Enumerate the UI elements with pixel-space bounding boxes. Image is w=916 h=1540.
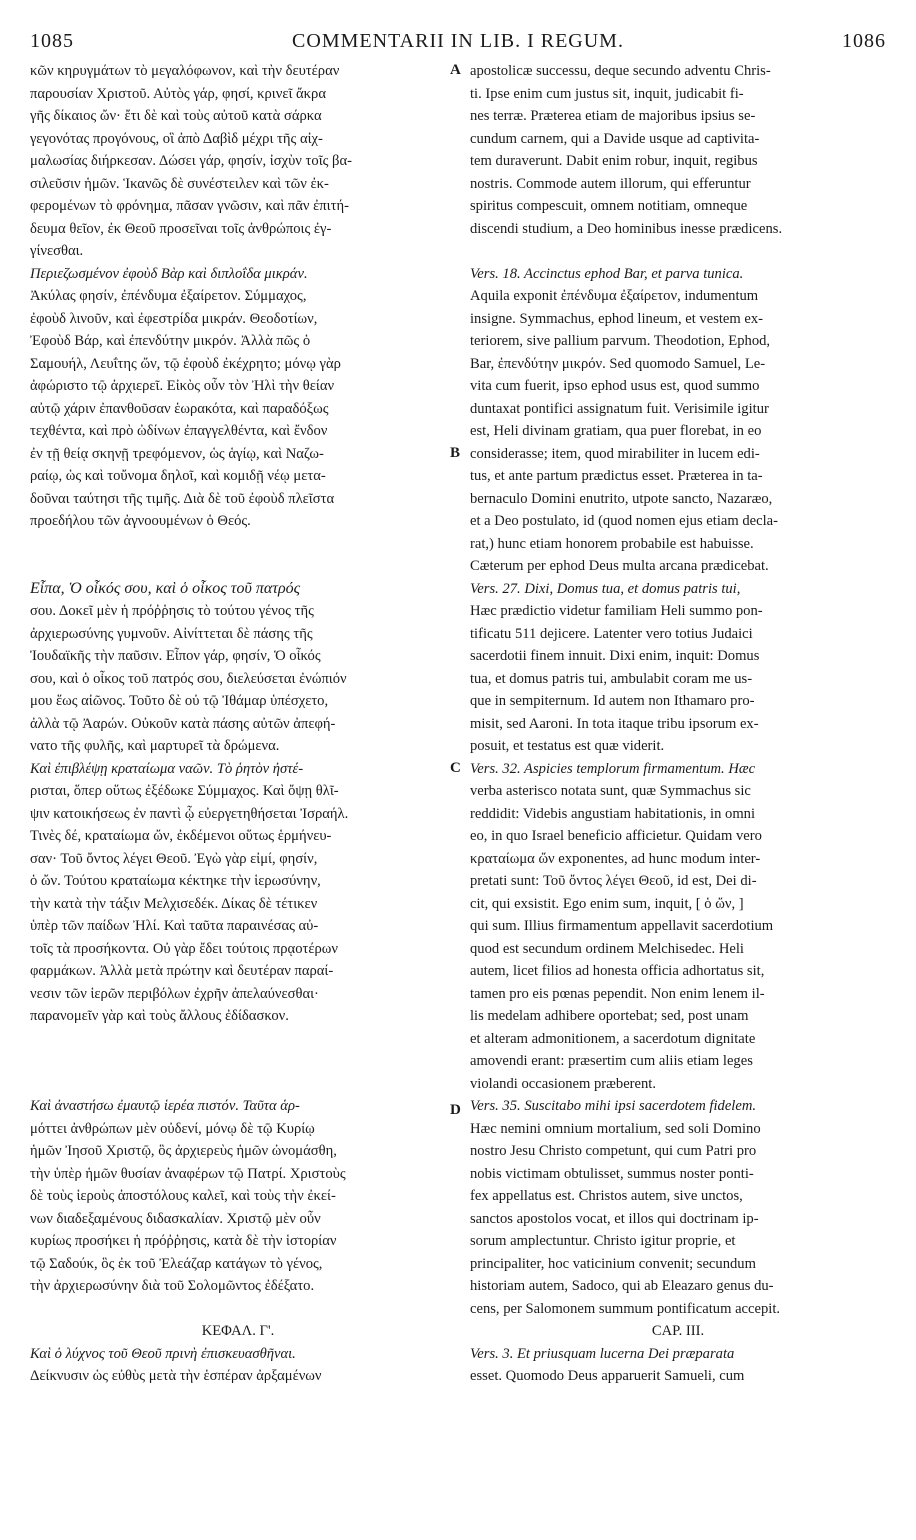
greek-line: τὴν κατὰ τὴν τάξιν Μελχισεδέκ. Δίκας δὲ τέτικεν (30, 895, 318, 912)
latin-line: nostris. Commode autem illorum, qui efferuntur (470, 175, 751, 192)
latin-line: bernaculo Domini enutrito, utpote sancto, Nazaræo, (470, 490, 773, 507)
greek-lemma: Εἶπα, Ὁ οἶκός σου, καὶ ὁ οἶκος τοῦ πατρός (30, 579, 301, 597)
latin-line: reddidit: Videbis angustiam habitationis, in omni (470, 805, 756, 822)
latin-line: est, Heli divinam gratiam, qua puer florebat, in eo (470, 423, 762, 439)
latin-line: violandi occasionem præberent. (470, 1075, 657, 1092)
latin-line: κραταίωμα ὤν exponentes, ad hunc modum inter- (470, 850, 761, 867)
latin-line: amovendi erant: præsertim cum aliis etiam leges (470, 1053, 753, 1069)
latin-line: historiam autem, Sadoco, qui ab Eleazaro genus du- (470, 1278, 774, 1294)
latin-line: eo, in quo Israel beneficio afficietur. Quidam vero (470, 828, 762, 844)
latin-line: que in sempiternum. Id autem non Ithamaro pro- (470, 693, 755, 709)
greek-line: κῶν κηρυγμάτων τὸ μεγαλόφωνον, καὶ τὴν δευτέραν (30, 63, 340, 79)
latin-line: pretati sunt: Τοῦ ὄντος λέγει Θεοῦ, id est, Dei di- (470, 873, 757, 889)
margin-letter-c: C (450, 760, 461, 776)
greek-line: ρισται, ὅπερ οὕτως ἐξέδωκε Σύμμαχος. Καὶ ὄψῃ θλῖ- (30, 783, 339, 799)
latin-line: qui sum. Illius firmamentum appellavit sacerdotium (470, 918, 774, 934)
greek-line: τῷ Σαδούκ, ὃς ἐκ τοῦ Ἐλεάζαρ κατάγων τὸ γένος, (30, 1255, 323, 1272)
latin-line: nostro Jesu Christo competunt, qui cum Patri pro (470, 1143, 757, 1159)
latin-line: tificatu 511 dejicere. Latenter vero totius Judaici (470, 625, 753, 642)
greek-line: φαρμάκων. Ἀλλὰ μετὰ πρώτην καὶ δευτέραν παραί- (30, 963, 334, 979)
greek-line: γεγονότας προγόνους, οἳ ἀπὸ Δαβὶδ μέχρι τῆς αἰχ- (30, 130, 323, 147)
greek-column (30, 60, 446, 1388)
latin-line: tem duraverunt. Dabit enim robur, inquit, regibus (470, 153, 758, 169)
spacer (30, 533, 446, 578)
greek-line: σου. Δοκεῖ μὲν ἡ πρόῤῥησις τὸ τούτου γένος τῆς (30, 603, 314, 619)
latin-line: et alteram admonitionem, a sacerdotum dignitate (470, 1030, 756, 1047)
latin-column (470, 60, 886, 1388)
greek-lemma: Καὶ ἀναστήσω ἐμαυτῷ ἱερέα πιστόν. Ταῦτα ἁρ- (30, 1098, 300, 1114)
greek-line: παρανομεῖν γὰρ καὶ τοὺς ἄλλους ἐδίδασκον. (30, 1008, 289, 1024)
greek-line: γῆς δίκαιος ὤν· ἔτι δὲ καὶ τοὺς αὐτοῦ κατὰ σάρκα (30, 108, 322, 124)
greek-lemma: Περιεζωσμένον ἐφοὺδ Βὰρ καὶ διπλοΐδα μικράν. (30, 265, 308, 282)
greek-line: ψιν κατοικήσεως ἐν παντὶ ᾧ εὐεργετηθήσεται Ἰσραήλ. (30, 805, 349, 822)
greek-line: ἀλλὰ τῷ Ἀαρών. Οὐκοῦν κατὰ πάσης αὐτῶν ἀπεφή- (30, 715, 336, 732)
greek-line: Δείκνυσιν ὡς εὐθὺς μετὰ τὴν ἑσπέραν ἀρξαμένων (30, 1368, 322, 1384)
spacer (30, 1298, 446, 1321)
latin-line: quod est secundum ordinem Melchisedec. Heli (470, 940, 744, 957)
latin-line: Hæc prædictio videtur familiam Heli summo pon- (470, 603, 763, 619)
latin-line: Bar, ἐπενδύτην μικρόν. Sed quomodo Samuel, Le- (470, 355, 766, 372)
greek-line: μαλωσίας διήρκεσαν. Δώσει γάρ, φησίν, ἰσχὺν τοῖς βα- (30, 153, 352, 169)
latin-line: et a Deo postulato, id (quod nomen ejus etiam decla- (470, 513, 779, 529)
latin-line: cundum carnem, qui a Davide usque ad captivita- (470, 130, 760, 147)
latin-line: sacerdotii finem innuit. Dixi enim, inquit: Domus (470, 648, 760, 664)
page-number-right: 1086 (842, 30, 886, 52)
latin-line: teriorem, sive pallium parvum. Theodotion, Ephod, (470, 333, 771, 349)
greek-line: αὐτῷ χάριν ἐπανθοῦσαν ἑωρακότα, καὶ παραδόξως (30, 400, 329, 417)
spacer (470, 240, 886, 263)
latin-line: insigne. Symmachus, ephod lineum, et vestem ex- (470, 310, 764, 327)
greek-line: σαν· Τοῦ ὄντος λέγει Θεοῦ. Ἐγὼ γὰρ εἰμί, φησίν, (30, 850, 318, 867)
page-header (30, 30, 886, 54)
greek-line: φερομένων τὸ φρόνημα, πᾶσαν γνῶσιν, καὶ πᾶν ἐπιτή- (30, 198, 349, 214)
latin-line: duntaxat pontifici assignatum fuit. Verisimile igitur (470, 400, 769, 417)
latin-line: posuit, et testatus est quæ viderit. (470, 738, 665, 754)
latin-line: tua, et domus patris tui, ambulabit coram me us- (470, 670, 753, 687)
latin-line: considerasse; item, quod mirabiliter in lucem edi- (470, 445, 760, 462)
margin-letter-d: D (450, 1102, 461, 1118)
latin-line: autem, licet filios ad honesta officia adhortatus sit, (470, 963, 765, 979)
latin-line: ti. Ipse enim cum justus sit, inquit, judicabit fi- (470, 85, 744, 102)
greek-line: νατο τῆς φυλῆς, καὶ μαρτυρεῖ τὰ δρώμενα. (30, 738, 280, 754)
chapter-heading-greek: ΚΕΦΑΛ. Γ'. (201, 1323, 275, 1339)
page-number-left: 1085 (30, 30, 74, 52)
latin-lemma: Vers. 18. Accinctus ephod Bar, et parva tunica. (470, 265, 744, 282)
greek-line: ἀφώριστο τῷ ἀρχιερεῖ. Εἰκὸς οὖν τὸν Ἠλὶ τὴν θείαν (30, 378, 335, 394)
greek-line: προεδήλου τῶν ἀγνοουμένων ὁ Θεός. (30, 513, 251, 529)
latin-line: verba asterisco notata sunt, quæ Symmachus sic (470, 783, 751, 799)
margin-letter-b: B (450, 445, 461, 461)
latin-lemma: Vers. 3. Et priusquam lucerna Dei præparata (470, 1345, 735, 1362)
greek-line: τὴν ὑπὲρ ἡμῶν θυσίαν ἀναφέρων τῷ Πατρί. Χριστοὺς (30, 1165, 346, 1182)
greek-line: σου, καὶ ὁ οἶκος τοῦ πατρός σου, διελεύσεται ἐνώπιόν (30, 670, 347, 687)
latin-lemma: Vers. 27. Dixi, Domus tua, et domus patris tui, (470, 580, 741, 597)
latin-line: discendi studium, a Deo hominibus inesse prædicens. (470, 220, 783, 237)
greek-line: νεσιν τῶν ἱερῶν περιβόλων ἐχρῆν ἀπελαύνεσθαι· (30, 985, 319, 1002)
running-title: COMMENTARII IN LIB. I REGUM. (292, 30, 624, 52)
latin-lemma: Vers. 32. Aspicies templorum firmamentum. Hæc (470, 760, 756, 777)
latin-line: principaliter, hoc vaticinium convenit; secundum (470, 1255, 756, 1272)
greek-line: ραίῳ, ὡς καὶ τοὔνομα δηλοῖ, καὶ κομιδῇ νέῳ μετα- (30, 468, 326, 484)
latin-line: misit, sed Aaroni. In tota itaque tribu ipsorum ex- (470, 715, 759, 732)
greek-line: κυρίως προσήκει ἡ πρόῤῥησις, κατὰ δὲ τὴν ἱστορίαν (30, 1233, 337, 1249)
greek-line: τεχθέντα, καὶ πρὸ ὠδίνων ἐπαγγελθέντα, καὶ ἔνδον (30, 423, 328, 439)
latin-line: sanctos apostolos vocat, et illos qui doctrinam ip- (470, 1210, 759, 1227)
greek-line: Ἀκύλας φησίν, ἐπένδυμα ἐξαίρετον. Σύμμαχος, (30, 288, 307, 304)
greek-line: Σαμουήλ, Λευΐτης ὤν, τῷ ἐφοὺδ ἐκέχρητο; μόνῳ γὰρ (30, 355, 341, 372)
chapter-heading-latin: CAP. III. (651, 1323, 705, 1339)
spacer (30, 1028, 446, 1073)
greek-line: τοῖς τὰ προσήκοντα. Οὐ γὰρ ἔδει τούτοις πρᾳοτέρων (30, 940, 338, 957)
latin-line: sorum amplectuntur. Christo igitur proprie, et (470, 1233, 736, 1249)
greek-line: Ἰουδαϊκῆς τὴν παῦσιν. Εἶπον γάρ, φησίν, Ὁ οἶκός (30, 648, 321, 664)
greek-line: ἐφοὺδ λινοῦν, καὶ ἐφεστρίδα μικράν. Θεοδοτίων, (30, 310, 318, 327)
latin-line: apostolicæ successu, deque secundo adventu Chris- (470, 63, 771, 79)
latin-line: cit, qui exsistit. Ego enim sum, inquit, [ ὁ ὤν, ] (470, 895, 744, 912)
greek-line: ὑπὲρ τῶν παίδων Ἠλί. Καὶ ταῦτα παραινέσας αὐ- (30, 918, 319, 934)
greek-line: μόττει ἀνθρώπων μὲν οὐδενί, μόνῳ δὲ τῷ Κυρίῳ (30, 1120, 315, 1137)
latin-line: lis medelam adhibere oportebat; sed, post unam (470, 1008, 749, 1024)
latin-line: nobis victimam obtulisset, summus noster ponti- (470, 1165, 754, 1182)
greek-line: Τινὲς δέ, κραταίωμα ὤν, ἐκδέμενοι οὕτως ἑρμήνευ- (30, 828, 332, 844)
latin-line: rat,) hunc etiam honorem probabile est habuisse. (470, 535, 754, 552)
latin-line: esset. Quomodo Deus apparuerit Samueli, cum (470, 1368, 745, 1384)
greek-lemma: Καὶ ἐπιβλέψῃ κραταίωμα ναῶν. Τὸ ῥητὸν ἠστέ- (30, 760, 304, 777)
latin-line: tamen pro eis pœnas pependit. Non enim lenem il- (470, 985, 765, 1002)
latin-line: Cæterum per ephod Deus multa arcana prædicebat. (470, 558, 769, 574)
margin-letter-a: A (450, 62, 461, 78)
greek-line: μου ἕως αἰῶνος. Τοῦτο δὲ οὐ τῷ Ἰθάμαρ ὑπέσχετο, (30, 693, 329, 709)
greek-line: Ἐφοὺδ Βάρ, καὶ ἐπενδύτην μικρόν. Ἀλλὰ πῶς ὁ (30, 333, 311, 349)
greek-line: σιλεῦσιν ἡμῶν. Ἱκανῶς δὲ συνέστειλεν καὶ τῶν ἐκ- (30, 175, 329, 192)
latin-line: cens, per Salomonem summum pontificatum accepit. (470, 1300, 781, 1317)
greek-line: τὴν ἀρχιερωσύνην διὰ τοῦ Σολομῶντος ἐδέξατο. (30, 1278, 315, 1294)
greek-line: ἀρχιερωσύνης γυμνοῦν. Αἰνίττεται δὲ πάσης τῆς (30, 625, 313, 642)
latin-lemma: Vers. 35. Suscitabo mihi ipsi sacerdotem fidelem. (470, 1098, 757, 1114)
latin-line: Aquila exponit ἐπένδυμα ἐξαίρετον, indumentum (470, 288, 759, 304)
greek-line: γίνεσθαι. (30, 243, 84, 259)
greek-line: νων διαδεξαμένους διδασκαλίαν. Χριστῷ μὲν οὖν (30, 1210, 321, 1227)
latin-line: nes terræ. Præterea etiam de majoribus ipsius se- (470, 108, 756, 124)
spacer (30, 1073, 446, 1096)
latin-line: tus, et ante partum prædictus esset. Præterea in ta- (470, 468, 763, 484)
greek-lemma: Καὶ ὁ λύχνος τοῦ Θεοῦ πρινὴ ἐπισκευασθῆναι. (30, 1345, 296, 1362)
greek-line: δοῦναι ταύτησι τῆς τιμῆς. Διὰ δὲ τοῦ ἐφοὺδ πλεῖστα (30, 490, 335, 507)
latin-line: Hæc nemini omnium mortalium, sed soli Domino (470, 1120, 761, 1137)
latin-line: fex appellatus est. Christos autem, sive unctos, (470, 1188, 743, 1204)
greek-line: ἡμῶν Ἰησοῦ Χριστῷ, ὃς ἀρχιερεὺς ἡμῶν ὠνομάσθη, (30, 1143, 337, 1159)
greek-line: ἐν τῇ θείᾳ σκηνῇ τρεφόμενον, ὡς ἁγίῳ, καὶ Ναζω- (30, 445, 324, 462)
greek-line: δευμα θεῖον, ἐκ Θεοῦ προσεῖναι τοῖς ἀνθρώποις ἐγ- (30, 220, 332, 237)
greek-line: δὲ τοὺς ἱεροὺς ἀποστόλους καλεῖ, καὶ τοὺς τὴν ἐκεί- (30, 1188, 336, 1204)
latin-line: spiritus compescuit, omnem notitiam, omneque (470, 198, 748, 214)
greek-line: ὁ ὤν. Τούτου κραταίωμα κέκτηκε τὴν ἱερωσύνην, (30, 873, 321, 889)
greek-line: παρουσίαν Χριστοῦ. Αὐτὸς γάρ, φησί, κρινεῖ ἄκρα (30, 85, 326, 102)
latin-line: vita cum fuerit, ipso ephod usus est, quod summo (470, 378, 760, 394)
